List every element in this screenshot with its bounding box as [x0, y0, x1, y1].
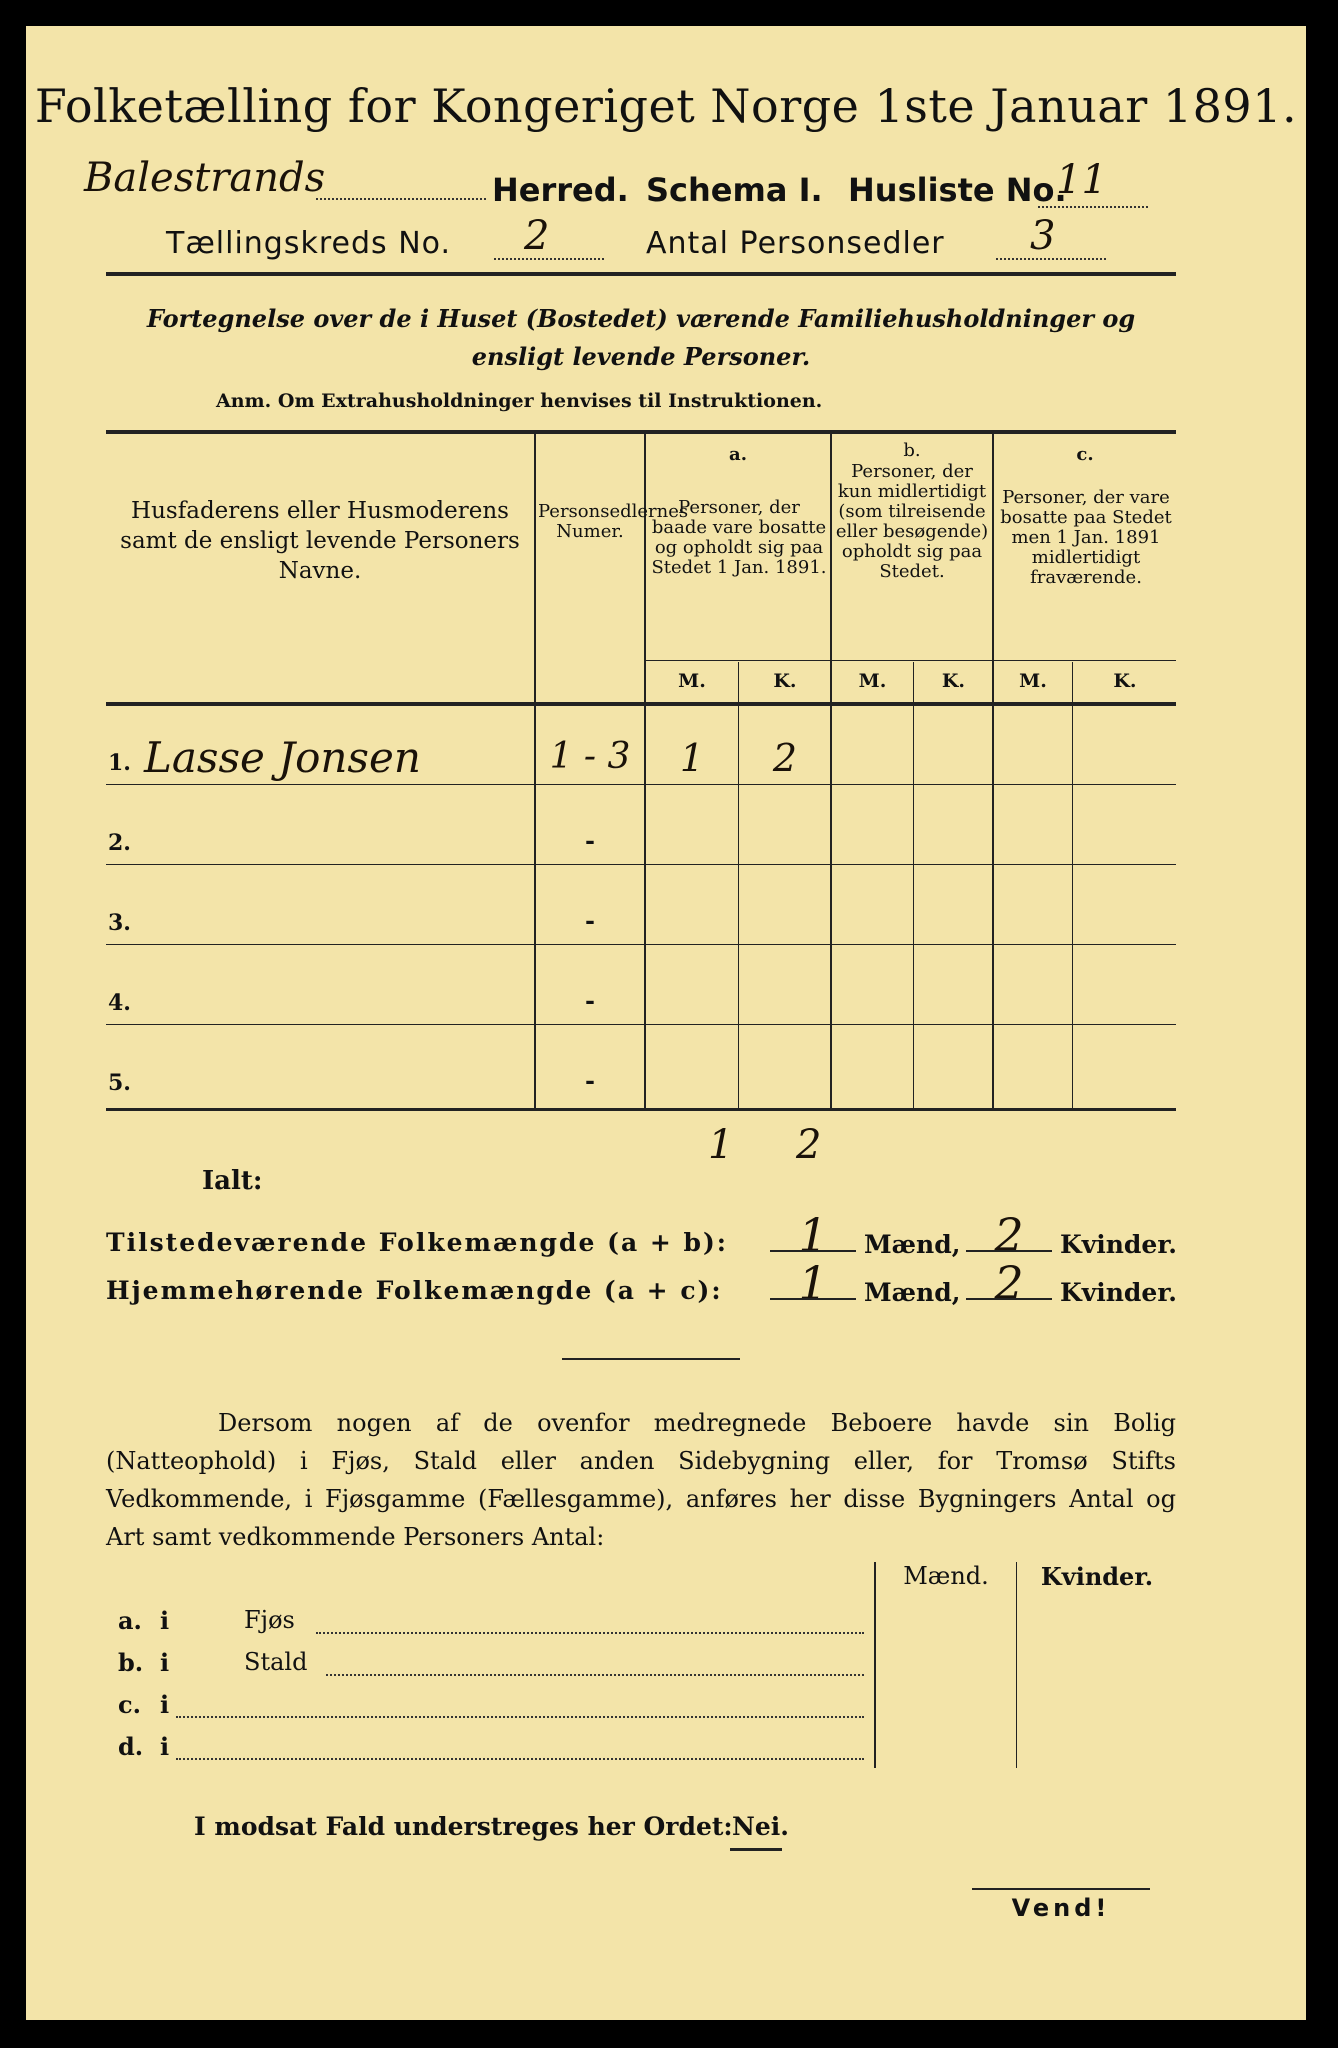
row-1-numer: 1 - 3 — [549, 736, 631, 777]
col-c-header: Personer, der vare bosatte paa Stedet men 1 Jan. 1891 midlertidigt fraværende. — [1000, 487, 1172, 588]
ialt-k: 2 — [796, 1122, 822, 1168]
hjemme-label: Hjemmehørende Folkemængde (a + c): — [106, 1276, 723, 1305]
ialt-label: Ialt: — [202, 1166, 263, 1196]
nei-label: I modsat Fald understreges her Ordet: — [194, 1812, 733, 1841]
outbuilding-a-dots — [316, 1632, 864, 1634]
col-b-header: Personer, der kun midlertidigt (som tilreisende eller besøgende) opholdt sig paa Stedet. — [835, 461, 989, 582]
header-rule — [106, 272, 1176, 276]
col-a-k-header: K. — [773, 670, 797, 692]
intro-note: Anm. Om Extrahusholdninger henvises til Instruktionen. — [216, 390, 823, 412]
tilstede-m: 1 — [798, 1208, 828, 1262]
husliste-label: Husliste No. — [848, 171, 1067, 209]
census-form-page — [26, 26, 1306, 2020]
row-5-number: 5. — [108, 1070, 131, 1096]
kreds-value: 2 — [524, 213, 550, 259]
outbuildings-paragraph: Dersom nogen af de ovenfor medregnede Beboere havde sin Bolig (Natteophold) i Fjøs, Stald eller anden Sidebygning eller, for Tromsø Stifts Vedkommende, i Fjøsgamme (Fællesgamme), anføres her disse Bygningers Antal og Art samt vedkommende Personers Antal: — [106, 1409, 1176, 1551]
table-header-rule — [106, 702, 1176, 706]
row-1-a-k: 2 — [772, 736, 798, 780]
tilstede-k: 2 — [994, 1208, 1024, 1262]
tilstede-label: Tilstedeværende Folkemængde (a + b): — [106, 1228, 729, 1257]
col-c-k-header: K. — [1113, 670, 1137, 692]
vend-rule — [972, 1888, 1150, 1890]
col-b-k-header: K. — [941, 670, 966, 692]
row-1-a-m: 1 — [679, 736, 705, 780]
row-4-numer: - — [585, 986, 595, 1015]
personsedler-label: Antal Personsedler — [646, 226, 945, 261]
col-divider-4 — [992, 434, 994, 1108]
hjemme-k: 2 — [994, 1256, 1024, 1310]
outbuildings-col-divider-1 — [874, 1562, 876, 1768]
outbuilding-d-i: i — [160, 1732, 170, 1761]
table-bottom-rule — [106, 1108, 1176, 1111]
hjemme-maend: Mænd, — [864, 1278, 961, 1307]
tilstede-k-underline — [966, 1250, 1052, 1252]
col-b-letter: b. — [903, 440, 921, 461]
col-numer-header: Personsedlernes Numer. — [538, 501, 689, 542]
herred-dots — [316, 198, 486, 200]
nei-underline — [730, 1848, 782, 1851]
personsedler-dots — [996, 258, 1106, 260]
tilstede-kvinder: Kvinder. — [1060, 1230, 1177, 1259]
outbuilding-a-letter: a. — [118, 1606, 142, 1635]
husliste-value: 11 — [1056, 157, 1107, 203]
row-rule-4 — [106, 1024, 1176, 1025]
col-divider-1 — [534, 434, 536, 1108]
outbuilding-a-i: i — [160, 1606, 170, 1635]
outbuilding-c-dots — [176, 1716, 864, 1718]
hjemme-m-underline — [770, 1298, 856, 1300]
section-divider — [562, 1358, 740, 1360]
col-a-mk-divider — [738, 662, 739, 1108]
vend-label: Vend! — [1011, 1894, 1111, 1922]
intro-heading: Fortegnelse over de i Huset (Bostedet) værende Familiehusholdninger og ensligt levende Personer. — [146, 304, 1136, 371]
outbuilding-a-label: Fjøs — [244, 1606, 295, 1634]
personsedler-value: 3 — [1030, 213, 1056, 259]
nei-word: Nei. — [732, 1812, 789, 1841]
outbuildings-col-divider-2 — [1016, 1562, 1017, 1768]
outbuildings-kvinder-header: Kvinder. — [1040, 1562, 1154, 1591]
col-b-mk-divider — [913, 662, 914, 1108]
col-c-mk-divider — [1072, 662, 1073, 1108]
hjemme-kvinder: Kvinder. — [1060, 1278, 1177, 1307]
col-a-header: Personer, der baade vare bosatte og opholdt sig paa Stedet 1 Jan. 1891. — [651, 497, 827, 578]
table-top-rule — [106, 430, 1176, 434]
herred-value: Balestrands — [84, 155, 326, 201]
col-b-m-header: M. — [858, 670, 887, 692]
col-names-header: Husfaderens eller Husmoderens samt de ensligt levende Personers Navne. — [120, 498, 520, 584]
husliste-dots — [1038, 206, 1148, 208]
ialt-m: 1 — [708, 1122, 734, 1168]
col-a-letter: a. — [729, 444, 747, 465]
kreds-label: Tællingskreds No. — [166, 226, 451, 261]
tilstede-maend: Mænd, — [864, 1230, 961, 1259]
tilstede-m-underline — [770, 1250, 856, 1252]
col-c-letter: c. — [1076, 444, 1094, 465]
row-3-number: 3. — [108, 910, 131, 936]
form-title: Folketælling for Kongeriget Norge 1ste Januar 1891. — [34, 79, 1298, 133]
outbuilding-b-dots — [326, 1674, 864, 1676]
outbuilding-d-dots — [176, 1758, 864, 1760]
row-5-numer: - — [585, 1066, 595, 1095]
outbuilding-d-letter: d. — [118, 1732, 144, 1761]
outbuilding-b-label: Stald — [244, 1648, 308, 1676]
outbuildings-maend-header: Mænd. — [903, 1562, 989, 1590]
row-4-number: 4. — [108, 990, 131, 1016]
col-divider-3 — [830, 434, 832, 1108]
row-1-number: 1. — [108, 750, 131, 776]
hjemme-k-underline — [966, 1298, 1052, 1300]
row-1-name: Lasse Jonsen — [144, 733, 421, 782]
row-3-numer: - — [585, 906, 595, 935]
outbuilding-c-i: i — [160, 1690, 170, 1719]
outbuilding-c-letter: c. — [118, 1690, 141, 1719]
row-2-number: 2. — [108, 830, 131, 856]
hjemme-m: 1 — [798, 1256, 828, 1310]
herred-label: Herred. — [492, 171, 629, 209]
row-rule-3 — [106, 944, 1176, 945]
mk-header-rule — [644, 660, 1176, 661]
col-c-m-header: M. — [1019, 670, 1047, 692]
row-2-numer: - — [585, 826, 595, 855]
kreds-dots — [494, 258, 604, 260]
schema-label: Schema I. — [646, 171, 823, 209]
outbuilding-b-letter: b. — [118, 1648, 144, 1677]
col-a-m-header: M. — [678, 670, 706, 692]
outbuilding-b-i: i — [160, 1648, 170, 1677]
row-rule-2 — [106, 864, 1176, 865]
row-rule-1 — [106, 784, 1176, 785]
